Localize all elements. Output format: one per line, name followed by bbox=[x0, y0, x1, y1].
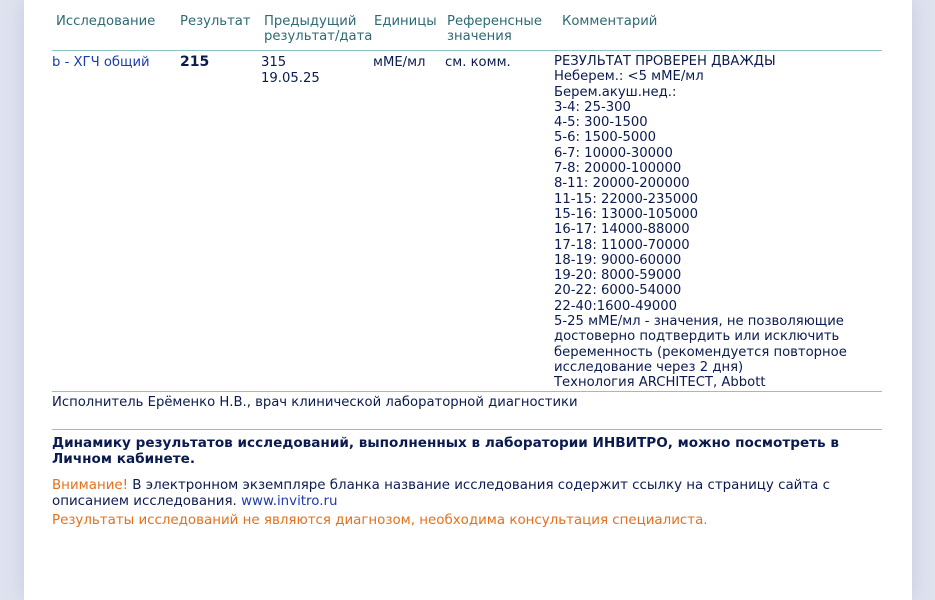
comment-line: 16-17: 14000-88000 bbox=[554, 222, 690, 238]
result-sheet bbox=[24, 0, 912, 600]
header-test: Исследование bbox=[56, 14, 156, 29]
comment-line: Берем.акуш.нед.: bbox=[554, 84, 677, 100]
comment-line: 4-5: 300-1500 bbox=[554, 115, 648, 131]
comment-line: 17-18: 11000-70000 bbox=[554, 237, 690, 253]
dynamics-notice: Динамику результатов исследований, выполненных в лаборатории ИНВИТРО, можно посмотреть в Личном кабинете. bbox=[52, 435, 839, 467]
comment-line: 22-40:1600-49000 bbox=[554, 298, 678, 314]
performer-line: Исполнитель Ерёменко Н.В., врач клинической лабораторной диагностики bbox=[52, 395, 578, 410]
previous-result-value: 315 bbox=[261, 55, 287, 70]
attention-text: В электронном экземпляре бланка название исследования содержит ссылку на страницу сайта с описанием исследования. bbox=[52, 478, 830, 509]
header-comment: Комментарий bbox=[562, 14, 658, 29]
site-link[interactable]: www.invitro.ru bbox=[241, 493, 338, 509]
row-divider bbox=[52, 391, 882, 392]
comment-line: 5-25 мМЕ/мл - значения, не позволяющие bbox=[554, 314, 844, 330]
attention-label: Внимание! bbox=[52, 478, 129, 493]
comment-line: 5-6: 1500-5000 bbox=[554, 130, 657, 146]
footer-divider bbox=[52, 429, 882, 430]
comment-line: 6-7: 10000-30000 bbox=[554, 145, 673, 161]
comment-line: 20-22: 6000-54000 bbox=[554, 283, 682, 299]
comment-line: 11-15: 22000-235000 bbox=[554, 191, 699, 207]
units-value: мМЕ/мл bbox=[373, 55, 426, 70]
comment-line: 18-19: 9000-60000 bbox=[554, 252, 682, 268]
disclaimer: Результаты исследований не являются диагнозом, необходима консультация специалиста. bbox=[52, 513, 708, 528]
comment-line: 3-4: 25-300 bbox=[554, 99, 631, 115]
comment-line: беременность (рекомендуется повторное bbox=[554, 344, 847, 360]
attention-notice bbox=[52, 478, 892, 510]
header-result: Результат bbox=[180, 14, 251, 29]
result-value: 215 bbox=[180, 54, 210, 70]
header-units: Единицы bbox=[374, 14, 437, 29]
comment-line: РЕЗУЛЬТАТ ПРОВЕРЕН ДВАЖДЫ bbox=[554, 54, 776, 69]
comment-line: 7-8: 20000-100000 bbox=[554, 161, 682, 177]
test-name-link[interactable]: b - ХГЧ общий bbox=[52, 55, 150, 70]
comment-block bbox=[554, 54, 847, 391]
comment-line: достоверно подтвердить или исключить bbox=[554, 329, 840, 345]
header-previous: Предыдущий результат/дата bbox=[264, 14, 373, 45]
header-reference: Референсные значения bbox=[447, 14, 542, 45]
comment-line: 8-11: 20000-200000 bbox=[554, 176, 690, 192]
comment-line: исследование через 2 дня) bbox=[554, 359, 744, 375]
comment-line: Неберем.: <5 мМЕ/мл bbox=[554, 69, 704, 85]
reference-value: см. комм. bbox=[445, 55, 511, 70]
comment-line: 15-16: 13000-105000 bbox=[554, 206, 699, 222]
comment-line: 19-20: 8000-59000 bbox=[554, 268, 682, 284]
previous-result-date: 19.05.25 bbox=[261, 71, 320, 86]
comment-line: Технология ARCHITECT, Abbott bbox=[554, 375, 766, 391]
header-divider bbox=[52, 50, 882, 51]
